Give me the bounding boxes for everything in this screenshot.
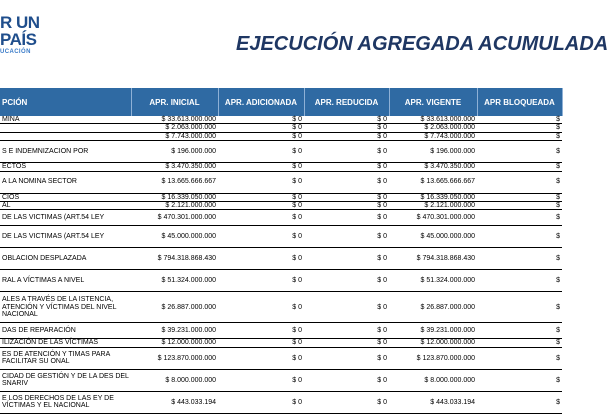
apr-vigente-cell: $ 2.121.000.000 xyxy=(389,202,477,210)
apr-vigente-cell: $ 33.613.000.000 xyxy=(389,116,477,124)
apr-adicionada-cell: $ 0 xyxy=(218,226,304,248)
apr-bloqueada-cell: $ xyxy=(477,132,562,140)
apr-reducida-cell: $ 0 xyxy=(304,369,389,391)
apr-bloqueada-cell: $ xyxy=(477,347,562,369)
apr-reducida-cell: $ 0 xyxy=(304,391,389,413)
apr-reducida-cell: $ 0 xyxy=(304,248,389,270)
row-description: E LOS DERECHOS DE LAS EY DE VÍCTIMAS Y EL NACIONAL xyxy=(0,391,131,413)
apr-adicionada-cell: $ 0 xyxy=(218,124,304,132)
apr-vigente-cell: $ 8.000.000.000 xyxy=(389,369,477,391)
budget-table xyxy=(0,88,563,414)
apr-reducida-cell: $ 0 xyxy=(304,171,389,193)
logo-line-2: PAÍS xyxy=(0,30,37,49)
apr-reducida-cell: $ 0 xyxy=(304,226,389,248)
apr-inicial-cell: $ 3.470.350.000 xyxy=(131,163,218,171)
apr-vigente-cell: $ 39.231.000.000 xyxy=(389,323,477,339)
apr-adicionada-cell: $ 0 xyxy=(218,347,304,369)
apr-bloqueada-cell: $ xyxy=(477,323,562,339)
apr-inicial-cell: $ 443.033.194 xyxy=(131,391,218,413)
apr-vigente-cell: $ 794.318.868.430 xyxy=(389,248,477,270)
apr-reducida-cell: $ 0 xyxy=(304,323,389,339)
table-row xyxy=(0,210,562,226)
apr-reducida-cell: $ 0 xyxy=(304,132,389,140)
logo-line-1: R UN xyxy=(0,13,40,32)
logo xyxy=(0,14,60,64)
row-description: ECTOS xyxy=(0,163,131,171)
apr-reducida-cell: $ 0 xyxy=(304,193,389,201)
apr-vigente-cell: $ 470.301.000.000 xyxy=(389,210,477,226)
row-description: ES DE ATENCIÓN Y TIMAS PARA FACILITAR SU ONAL xyxy=(0,347,131,369)
table-row xyxy=(0,141,562,163)
apr-reducida-cell: $ 0 xyxy=(304,124,389,132)
apr-inicial-cell: $ 470.301.000.000 xyxy=(131,210,218,226)
apr-inicial-cell: $ 12.000.000.000 xyxy=(131,339,218,347)
table-row xyxy=(0,323,562,339)
apr-inicial-cell: $ 39.231.000.000 xyxy=(131,323,218,339)
apr-vigente-cell: $ 45.000.000.000 xyxy=(389,226,477,248)
apr-bloqueada-cell: $ xyxy=(477,116,562,124)
apr-bloqueada-cell: $ xyxy=(477,171,562,193)
row-description: CIDAD DE GESTIÓN Y DE LA DES DEL SNARIV xyxy=(0,369,131,391)
apr-vigente-cell: $ 196.000.000 xyxy=(389,141,477,163)
apr-inicial-cell: $ 123.870.000.000 xyxy=(131,347,218,369)
apr-adicionada-cell: $ 0 xyxy=(218,116,304,124)
apr-adicionada-cell: $ 0 xyxy=(218,248,304,270)
apr-bloqueada-cell: $ xyxy=(477,248,562,270)
apr-reducida-cell: $ 0 xyxy=(304,163,389,171)
apr-adicionada-cell: $ 0 xyxy=(218,369,304,391)
apr-inicial-cell: $ 45.000.000.000 xyxy=(131,226,218,248)
apr-bloqueada-cell: $ xyxy=(477,141,562,163)
apr-adicionada-cell: $ 0 xyxy=(218,193,304,201)
table-row xyxy=(0,391,562,413)
apr-bloqueada-cell: $ xyxy=(477,339,562,347)
header-apr-adicionada: APR. ADICIONADA xyxy=(218,88,304,116)
apr-reducida-cell: $ 0 xyxy=(304,339,389,347)
apr-adicionada-cell: $ 0 xyxy=(218,132,304,140)
apr-adicionada-cell: $ 0 xyxy=(218,171,304,193)
apr-vigente-cell: $ 51.324.000.000 xyxy=(389,270,477,292)
table-row xyxy=(0,369,562,391)
apr-bloqueada-cell: $ xyxy=(477,163,562,171)
row-description: DE LAS VICTIMAS (ART.54 LEY xyxy=(0,210,131,226)
apr-reducida-cell: $ 0 xyxy=(304,116,389,124)
row-description: A LA NOMINA SECTOR xyxy=(0,171,131,193)
apr-vigente-cell: $ 13.665.666.667 xyxy=(389,171,477,193)
row-description: CIOS xyxy=(0,193,131,201)
row-description: RAL A VÍCTIMAS A NIVEL xyxy=(0,270,131,292)
apr-vigente-cell: $ 3.470.350.000 xyxy=(389,163,477,171)
apr-bloqueada-cell: $ xyxy=(477,391,562,413)
apr-adicionada-cell: $ 0 xyxy=(218,210,304,226)
table-row xyxy=(0,248,562,270)
header-apr-bloqueada: APR BLOQUEADA xyxy=(477,88,562,116)
apr-adicionada-cell: $ 0 xyxy=(218,141,304,163)
apr-bloqueada-cell: $ xyxy=(477,270,562,292)
row-description: ILIZACIÓN DE LAS VÍCTIMAS xyxy=(0,339,131,347)
apr-adicionada-cell: $ 0 xyxy=(218,202,304,210)
apr-inicial-cell: $ 2.063.000.000 xyxy=(131,124,218,132)
row-description: DE LAS VICTIMAS (ART.54 LEY xyxy=(0,226,131,248)
apr-inicial-cell: $ 16.339.050.000 xyxy=(131,193,218,201)
apr-inicial-cell: $ 8.000.000.000 xyxy=(131,369,218,391)
apr-inicial-cell: $ 196.000.000 xyxy=(131,141,218,163)
table-row xyxy=(0,339,562,347)
apr-inicial-cell: $ 794.318.868.430 xyxy=(131,248,218,270)
apr-bloqueada-cell: $ xyxy=(477,124,562,132)
apr-bloqueada-cell: $ xyxy=(477,193,562,201)
row-description xyxy=(0,132,131,140)
apr-vigente-cell: $ 2.063.000.000 xyxy=(389,124,477,132)
apr-reducida-cell: $ 0 xyxy=(304,347,389,369)
table-row xyxy=(0,132,562,140)
apr-bloqueada-cell: $ xyxy=(477,292,562,323)
apr-inicial-cell: $ 26.887.000.000 xyxy=(131,292,218,323)
header-descripcion: PCIÓN xyxy=(0,88,131,116)
apr-reducida-cell: $ 0 xyxy=(304,210,389,226)
row-description: AL xyxy=(0,202,131,210)
table-row xyxy=(0,292,562,323)
apr-reducida-cell: $ 0 xyxy=(304,270,389,292)
row-description: DAS DE REPARACIÓN xyxy=(0,323,131,339)
apr-adicionada-cell: $ 0 xyxy=(218,292,304,323)
table-row xyxy=(0,202,562,210)
apr-vigente-cell: $ 443.033.194 xyxy=(389,391,477,413)
apr-vigente-cell: $ 7.743.000.000 xyxy=(389,132,477,140)
apr-adicionada-cell: $ 0 xyxy=(218,323,304,339)
apr-inicial-cell: $ 51.324.000.000 xyxy=(131,270,218,292)
apr-adicionada-cell: $ 0 xyxy=(218,339,304,347)
apr-vigente-cell: $ 16.339.050.000 xyxy=(389,193,477,201)
logo-line-3: UCACIÓN xyxy=(0,49,31,55)
table-row xyxy=(0,193,562,201)
apr-vigente-cell: $ 12.000.000.000 xyxy=(389,339,477,347)
apr-bloqueada-cell: $ xyxy=(477,226,562,248)
apr-vigente-cell: $ 123.870.000.000 xyxy=(389,347,477,369)
table-row xyxy=(0,347,562,369)
row-description: OBLACION DESPLAZADA xyxy=(0,248,131,270)
apr-inicial-cell: $ 2.121.000.000 xyxy=(131,202,218,210)
apr-adicionada-cell: $ 0 xyxy=(218,163,304,171)
apr-adicionada-cell: $ 0 xyxy=(218,391,304,413)
table-body xyxy=(0,116,562,413)
table-row xyxy=(0,163,562,171)
apr-bloqueada-cell: $ xyxy=(477,369,562,391)
apr-inicial-cell: $ 13.665.666.667 xyxy=(131,171,218,193)
page-title: EJECUCIÓN AGREGADA ACUMULADA xyxy=(236,33,608,55)
table-row xyxy=(0,270,562,292)
row-description: S E INDEMNIZACION POR xyxy=(0,141,131,163)
row-description xyxy=(0,124,131,132)
header-apr-vigente: APR. VIGENTE xyxy=(389,88,477,116)
table-row xyxy=(0,116,562,124)
apr-vigente-cell: $ 26.887.000.000 xyxy=(389,292,477,323)
apr-inicial-cell: $ 33.613.000.000 xyxy=(131,116,218,124)
table-header-row xyxy=(0,88,562,116)
table-row xyxy=(0,171,562,193)
header-apr-reducida: APR. REDUCIDA xyxy=(304,88,389,116)
apr-reducida-cell: $ 0 xyxy=(304,141,389,163)
row-description: ALES A TRAVÉS DE LA ISTENCIA, ATENCIÓN Y VÍCTIMAS DEL NIVEL NACIONAL xyxy=(0,292,131,323)
apr-reducida-cell: $ 0 xyxy=(304,292,389,323)
apr-bloqueada-cell: $ xyxy=(477,202,562,210)
row-description: MINA xyxy=(0,116,131,124)
table-row xyxy=(0,124,562,132)
apr-bloqueada-cell: $ xyxy=(477,210,562,226)
header-apr-inicial: APR. INICIAL xyxy=(131,88,218,116)
apr-inicial-cell: $ 7.743.000.000 xyxy=(131,132,218,140)
apr-adicionada-cell: $ 0 xyxy=(218,270,304,292)
apr-reducida-cell: $ 0 xyxy=(304,202,389,210)
table-row xyxy=(0,226,562,248)
